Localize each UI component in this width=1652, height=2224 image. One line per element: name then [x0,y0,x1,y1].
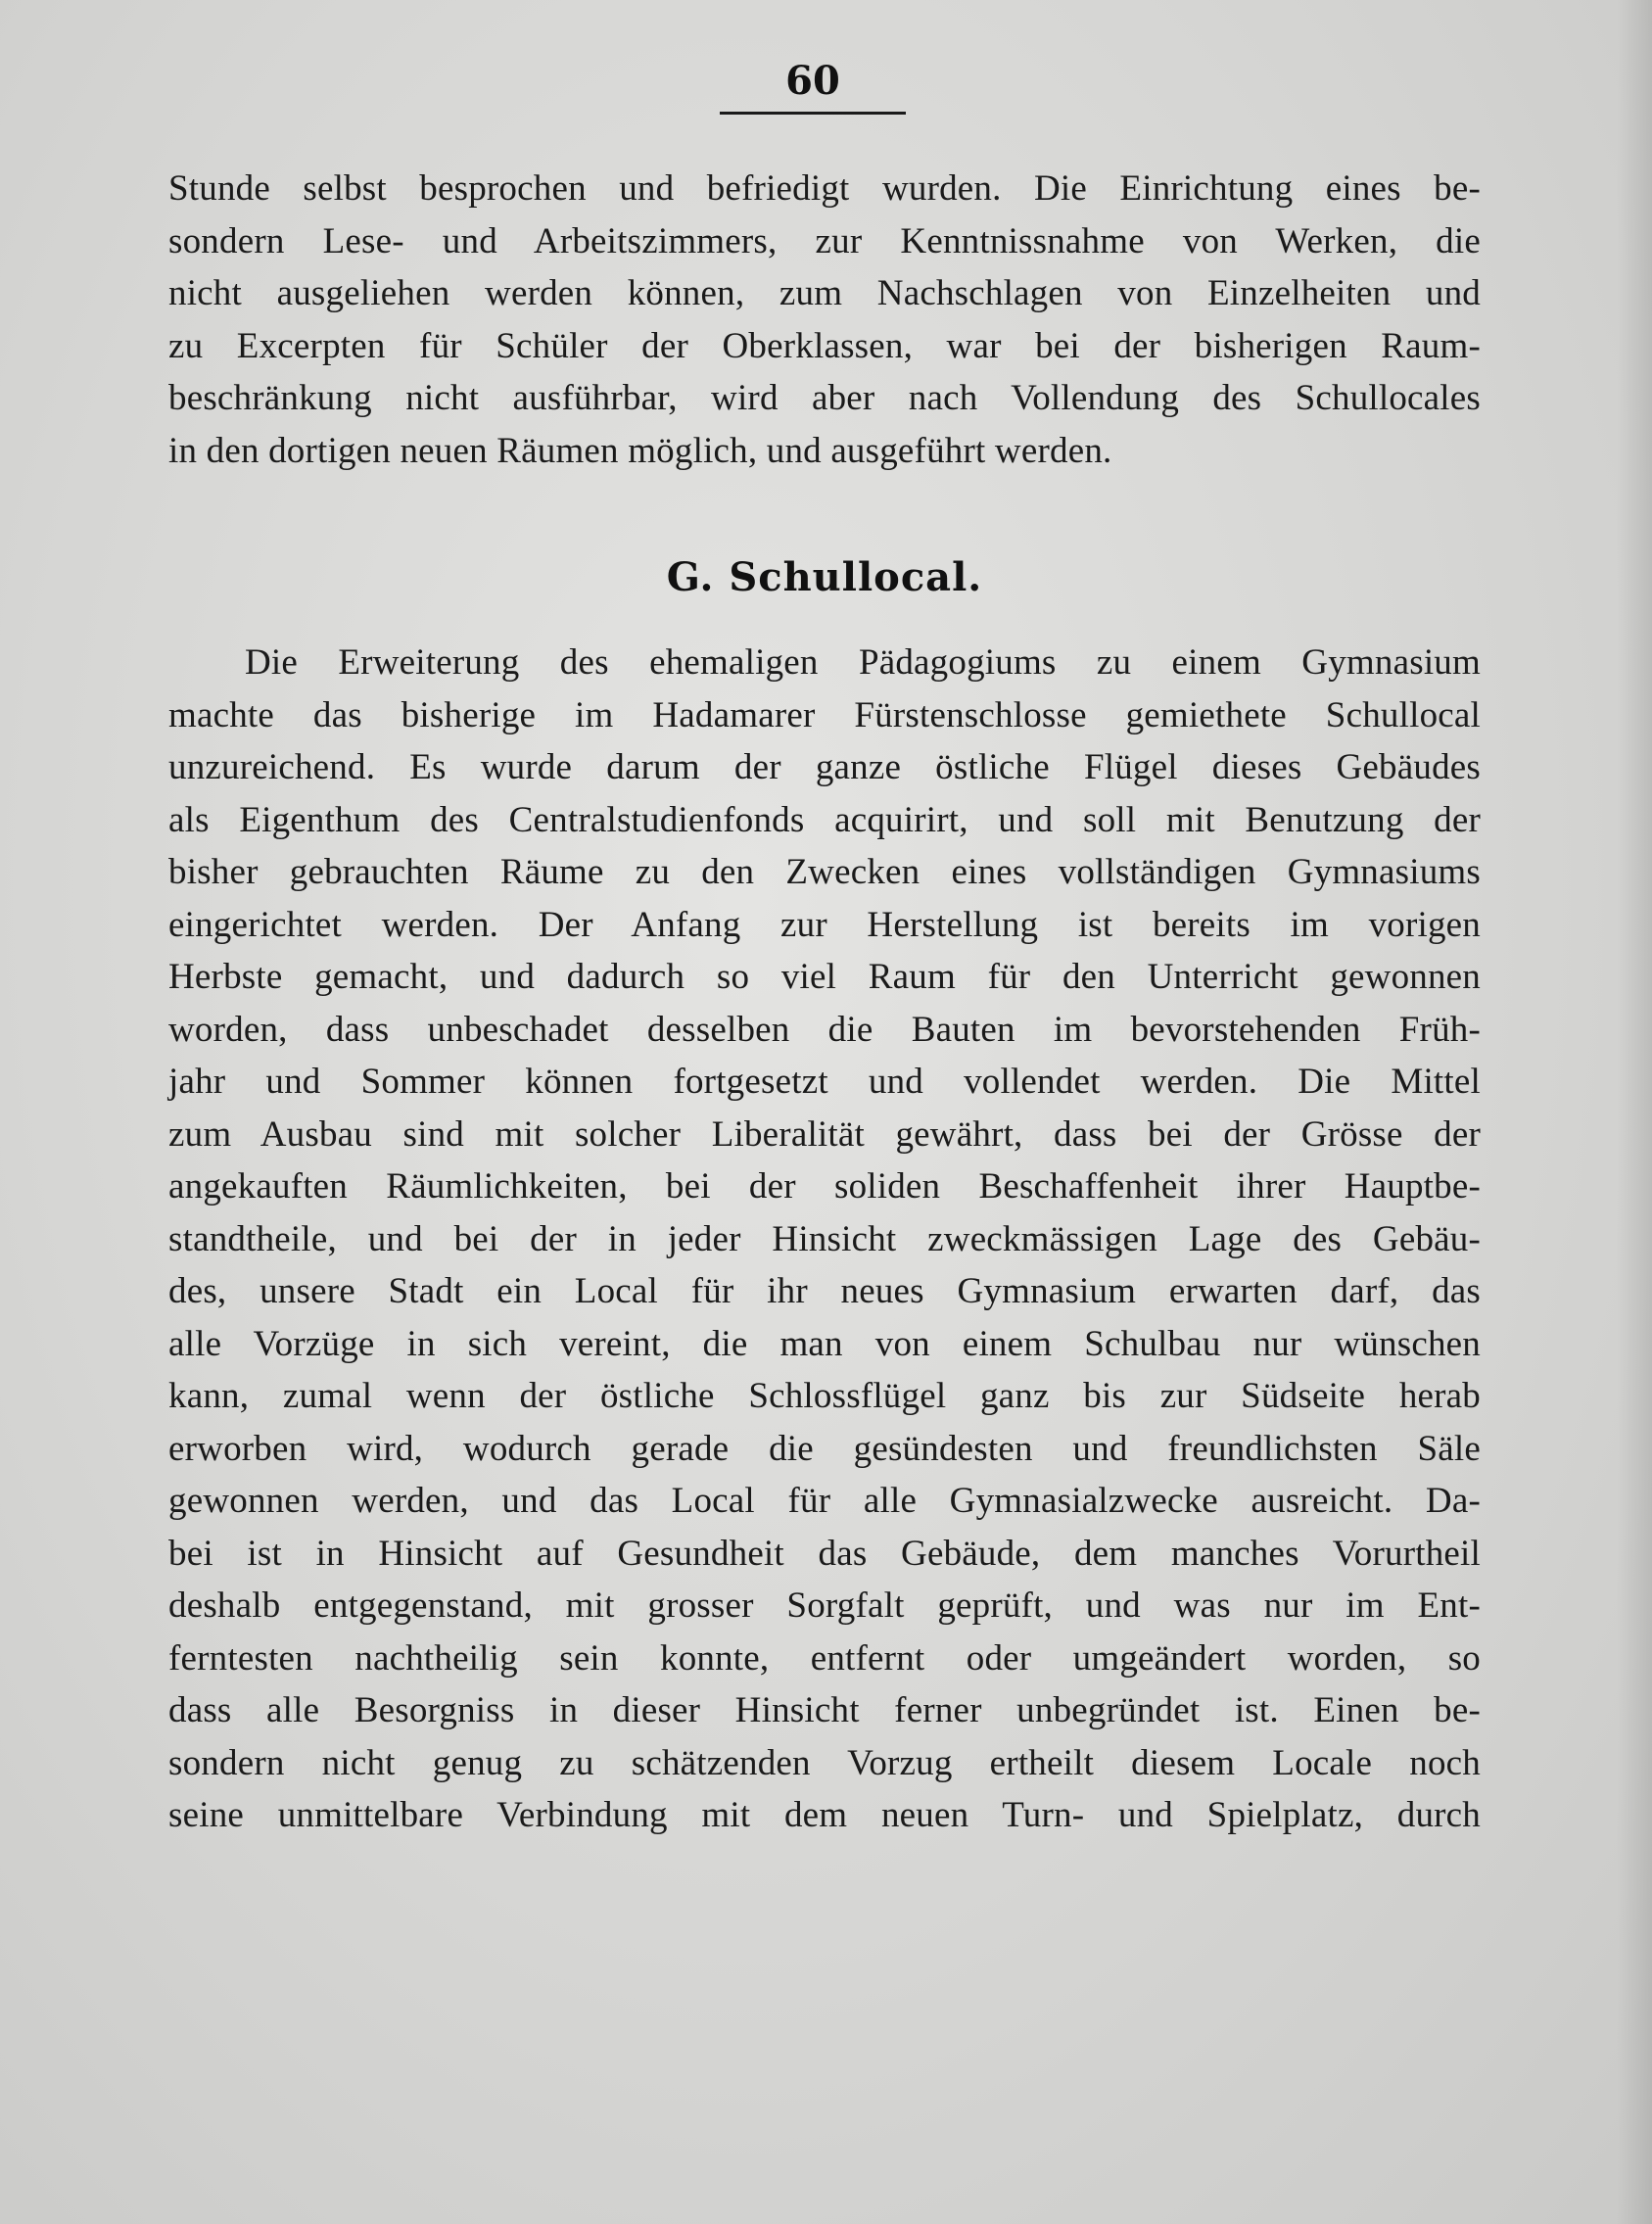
page-edge-shadow [1617,0,1652,2224]
text-line: des, unsere Stadt ein Local für ihr neues Gymnasium erwarten darf, das [168,1271,1481,1311]
text-line: beschränkung nicht ausführbar, wird aber nach Vollendung des Schullocales [168,378,1481,418]
page-number: 60 [785,58,840,104]
text-line: gewonnen werden, und das Local für alle Gymnasialzwecke ausreicht. Da- [168,1481,1481,1521]
section-heading: G. Schullocal. [666,554,983,600]
header-rule [720,112,906,115]
text-line: als Eigenthum des Centralstudienfonds acquirirt, und soll mit Benutzung der [168,799,1481,840]
paragraph-continued [168,163,1481,477]
text-line: sondern Lese- und Arbeitszimmers, zur Kenntnissnahme von Werken, die [168,220,1481,261]
text-line: sondern nicht genug zu schätzenden Vorzug ertheilt diesem Locale noch [168,1742,1481,1783]
text-line: worden, dass unbeschadet desselben die Bauten im bevorstehenden Früh- [168,1009,1481,1050]
text-line: seine unmittelbare Verbindung mit dem neuen Turn- und Spielplatz, durch [168,1795,1481,1835]
text-line: deshalb entgegenstand, mit grosser Sorgfalt geprüft, und was nur im Ent- [168,1585,1481,1626]
text-line: ferntesten nachtheilig sein konnte, entfernt oder umgeändert worden, so [168,1637,1481,1679]
text-line: eingerichtet werden. Der Anfang zur Herstellung ist bereits im vorigen [168,904,1481,945]
paragraph-schullocal [168,637,1481,1842]
text-line: unzureichend. Es wurde darum der ganze östliche Flügel dieses Gebäudes [168,747,1481,787]
text-line: erworben wird, wodurch gerade die gesündesten und freundlichsten Säle [168,1428,1481,1469]
text-line: dass alle Besorgniss in dieser Hinsicht ferner unbegründet ist. Einen be- [168,1690,1481,1730]
text-line: standtheile, und bei der in jeder Hinsicht zweckmässigen Lage des Gebäu- [168,1218,1481,1259]
text-line: nicht ausgeliehen werden können, zum Nachschlagen von Einzelheiten und [168,273,1481,313]
text-line: alle Vorzüge in sich vereint, die man von einem Schulbau nur wünschen [168,1323,1481,1364]
text-line: bei ist in Hinsicht auf Gesundheit das Gebäude, dem manches Vorurtheil [168,1533,1481,1574]
text-line: bisher gebrauchten Räume zu den Zwecken eines vollständigen Gymnasiums [168,852,1481,892]
text-line: Die Erweiterung des ehemaligen Pädagogiums zu einem Gymnasium [245,642,1481,683]
text-line: Herbste gemacht, und dadurch so viel Raum für den Unterricht gewonnen [168,957,1481,997]
text-line: zu Excerpten für Schüler der Oberklassen, war bei der bisherigen Raum- [168,325,1481,366]
text-line: Stunde selbst besprochen und befriedigt wurden. Die Einrichtung eines be- [168,168,1481,209]
text-line: kann, zumal wenn der östliche Schlossflügel ganz bis zur Südseite herab [168,1376,1481,1416]
text-line: angekauften Räumlichkeiten, bei der soliden Beschaffenheit ihrer Hauptbe- [168,1166,1481,1207]
text-line: jahr und Sommer können fortgesetzt und vollendet werden. Die Mittel [168,1062,1481,1102]
text-line: in den dortigen neuen Räumen möglich, und ausgeführt werden. [168,430,1112,471]
text-line: machte das bisherige im Hadamarer Fürstenschlosse gemiethete Schullocal [168,694,1481,735]
text-line: zum Ausbau sind mit solcher Liberalität gewährt, dass bei der Grösse der [168,1113,1481,1155]
